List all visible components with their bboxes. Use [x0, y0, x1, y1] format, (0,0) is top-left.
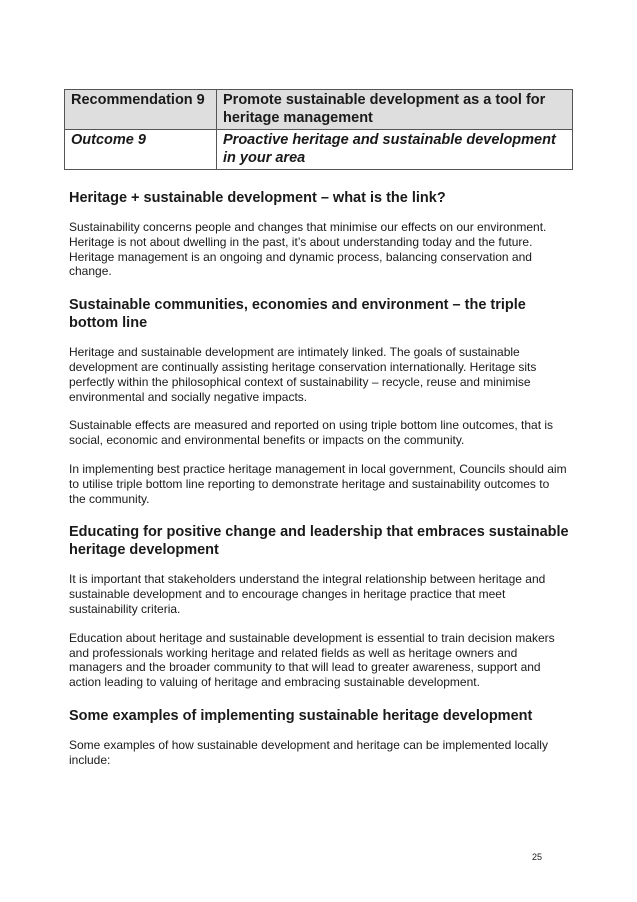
paragraph: In implementing best practice heritage management in local government, Councils should aim to utilise triple bottom line reporting to demonstrate heritage and sustainability outcomes to the community. [69, 461, 567, 506]
paragraph: Heritage and sustainable development are intimately linked. The goals of sustainable development are continually assisting heritage conservation internationally. Heritage sits perfectly within the philosophical context of sustainability – recycle, reuse and minimise environmental and socially negative impacts. [69, 345, 537, 404]
recommendation-text: Promote sustainable development as a tool for heritage management [217, 90, 573, 130]
page-number: 25 [532, 852, 543, 862]
document-body [69, 189, 569, 768]
paragraph: Education about heritage and sustainable development is essential to train decision makers and professionals working heritage and related fields as well as heritage owners and managers and the broader community to that will lead to greater awareness, support and action leading to valuing of heritage and embracing sustainable development. [69, 630, 555, 690]
paragraph: Some examples of how sustainable development and heritage can be implemented locally include: [69, 737, 548, 767]
outcome-row [65, 130, 573, 170]
section-heading-link: Heritage + sustainable development – what is the link? [69, 190, 446, 206]
paragraph: It is important that stakeholders understand the integral relationship between heritage and sustainable development and to encourage changes in heritage practice that meet sustainability criteria. [69, 572, 546, 616]
recommendation-row [65, 90, 573, 130]
recommendation-table [64, 89, 573, 170]
outcome-label: Outcome 9 [65, 130, 217, 170]
paragraph: Sustainable effects are measured and reported on using triple bottom line outcomes, that is social, economic and environmental benefits or impacts on the community. [69, 418, 554, 448]
outcome-text: Proactive heritage and sustainable development in your area [217, 130, 573, 170]
section-heading-triple-bottom-line: Sustainable communities, economies and environment – the triple bottom line [69, 297, 526, 332]
paragraph: Sustainability concerns people and changes that minimise our effects on our environment. Heritage is not about dwelling in the past, it’s about understanding today and the future. Heritage management is an ongoing and dynamic process, balancing conservation and change. [69, 220, 547, 279]
section-heading-educating: Educating for positive change and leadership that embraces sustainable heritage development [69, 524, 569, 559]
recommendation-label: Recommendation 9 [65, 90, 217, 130]
section-heading-examples: Some examples of implementing sustainable heritage development [69, 707, 533, 724]
